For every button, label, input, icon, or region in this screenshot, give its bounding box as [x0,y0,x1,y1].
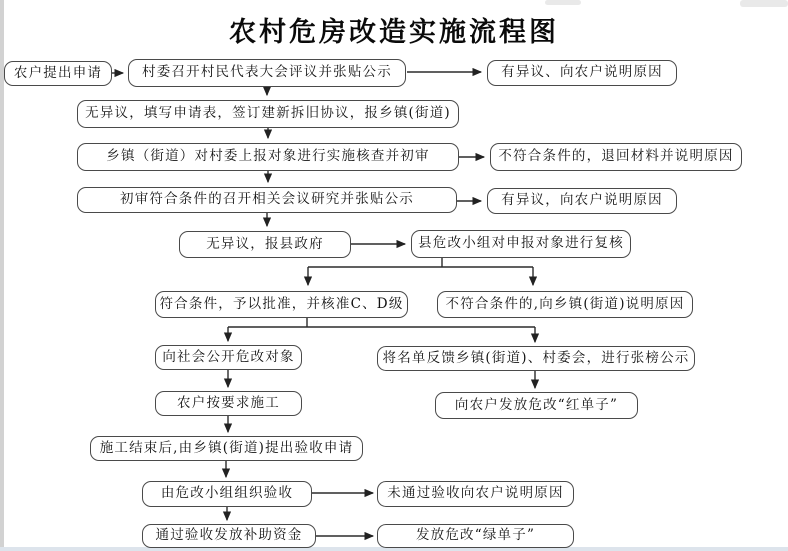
node-unqualified-return: 不符合条件的，退回材料并说明原因 [490,143,742,171]
node-farmer-application: 农户提出申请 [4,61,112,86]
node-acceptance-failed: 未通过验收向农户说明原因 [377,481,574,507]
page-title: 农村危房改造实施流程图 [229,17,559,48]
node-village-meeting-review: 村委召开村民代表大会评议并张贴公示 [128,59,406,87]
node-preliminary-meeting-publicity: 初审符合条件的召开相关会议研究并张贴公示 [77,187,457,213]
node-acceptance-organize: 由危改小组组织验收 [142,481,312,507]
node-unqualified-notify-township: 不符合条件的,向乡镇(街道)说明原因 [437,291,693,318]
node-report-county: 无异议，报县政府 [179,231,351,258]
node-subsidy-payment: 通过验收发放补助资金 [142,524,316,548]
node-construction: 农户按要求施工 [155,391,302,416]
node-township-verify: 乡镇（街道）对村委上报对象进行实施核查并初审 [77,143,459,171]
node-public-announcement: 向社会公开危改对象 [155,345,302,370]
node-red-card: 向农户发放危改“红单子” [435,392,638,419]
scan-artifact [545,0,581,5]
node-green-card: 发放危改“绿单子” [377,524,574,548]
node-objection-explain-2: 有异议，向农户说明原因 [487,188,677,214]
node-no-objection-apply: 无异议，填写申请表，签订建新拆旧协议，报乡镇(街道) [77,100,459,128]
scan-artifact [740,0,788,7]
node-acceptance-application: 施工结束后,由乡镇(街道)提出验收申请 [90,436,363,461]
node-approved-cd-grade: 符合条件，予以批准，并核准C、D级 [155,291,408,318]
node-county-recheck: 县危改小组对申报对象进行复核 [411,230,631,258]
page-edge-left [0,0,4,551]
node-feedback-list-publicity: 将名单反馈乡镇(街道)、村委会，进行张榜公示 [377,346,695,371]
node-objection-explain-1: 有异议、向农户说明原因 [487,60,677,86]
